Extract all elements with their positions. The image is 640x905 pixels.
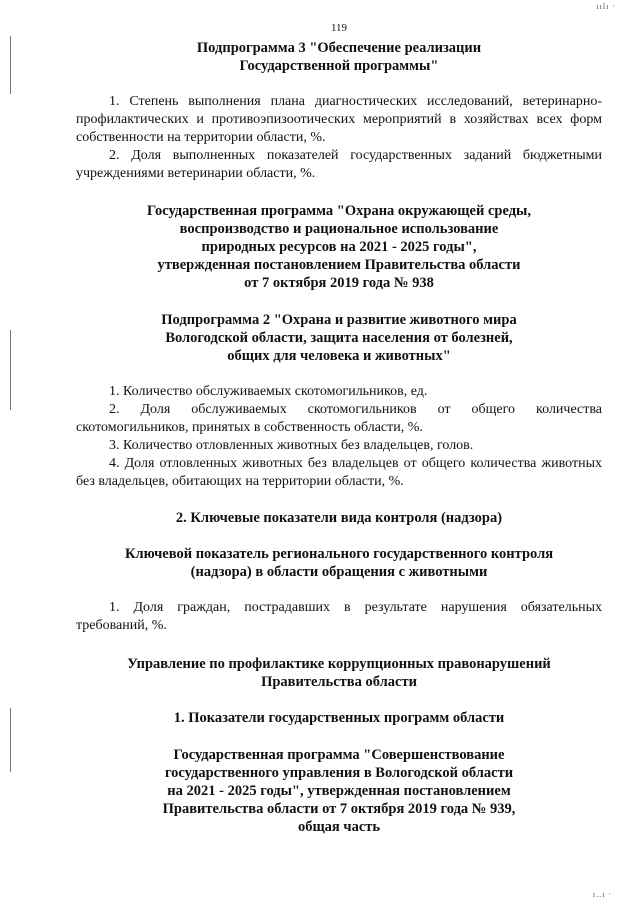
program-939-heading	[76, 746, 602, 836]
heading-line: утвержденная постановлением Правительства области	[157, 257, 521, 273]
heading-line: Ключевой показатель регионального государственного контроля	[124, 546, 554, 562]
heading-line: Государственная программа "Охрана окружающей среды,	[147, 203, 531, 219]
heading-line: общих для человека и животных"	[227, 348, 451, 364]
subprogram-3-list	[76, 93, 602, 183]
scan-edge-mark-top	[10, 36, 11, 94]
scan-edge-mark-bottom	[10, 708, 11, 772]
subprogram-2-heading	[76, 311, 602, 365]
scan-edge-mark-middle	[10, 330, 11, 410]
key-indicator-list	[76, 599, 602, 635]
list-item: 1. Количество обслуживаемых скотомогильников, ед.	[109, 384, 428, 399]
list-item: 2. Доля обслуживаемых скотомогильников от общего количества скотомогильников, принятых в собственность области, %.	[76, 402, 602, 435]
list-item: 3. Количество отловленных животных без владельцев, голов.	[109, 438, 474, 453]
heading-line: Государственная программа "Совершенствование	[173, 747, 505, 763]
heading-line: Правительства области от 7 октября 2019 года № 939,	[162, 801, 516, 817]
heading-line: Подпрограмма 2 "Охрана и развитие животного мира	[161, 312, 517, 328]
subprogram-3-heading	[76, 39, 602, 75]
program-938-heading	[76, 202, 602, 292]
list-item: 4. Доля отловленных животных без владельцев от общего количества животных без владельцев, обитающих на территории области, %.	[76, 456, 602, 489]
key-indicator-heading	[76, 545, 602, 581]
heading-line: общая часть	[297, 819, 381, 835]
control-indicators-heading	[76, 509, 602, 527]
heading-line: на 2021 - 2025 годы", утвержденная постановлением	[167, 783, 511, 799]
scan-corner-mark-top: ıılı ·	[596, 2, 616, 11]
heading-line: воспроизводство и рациональное использование	[179, 221, 499, 237]
heading-line: (надзора) в области обращения с животными	[190, 564, 488, 580]
heading-line: Управление по профилактике коррупционных правонарушений	[127, 656, 551, 672]
list-item: 1. Доля граждан, пострадавших в результате нарушения обязательных требований, %.	[76, 600, 602, 633]
heading-line: Правительства области	[261, 674, 417, 690]
heading-line: 1. Показатели государственных программ области	[173, 710, 505, 726]
page-number: 119	[330, 22, 348, 34]
subprogram-2-list	[76, 383, 602, 491]
anticorruption-department-heading	[76, 655, 602, 691]
heading-line: государственного управления в Вологодской области	[164, 765, 514, 781]
heading-line: Вологодской области, защита населения от болезней,	[165, 330, 513, 346]
heading-line: Государственной программы"	[239, 58, 439, 74]
program-indicators-heading	[76, 709, 602, 727]
heading-line: от 7 октября 2019 года № 938	[244, 275, 434, 291]
heading-line: 2. Ключевые показатели вида контроля (надзора)	[175, 510, 503, 526]
document-page	[76, 22, 602, 836]
list-item: 2. Доля выполненных показателей государственных заданий бюджетными учреждениями ветеринарии области, %.	[76, 148, 602, 181]
scan-corner-mark-bottom: ı..ı ·	[592, 890, 612, 899]
heading-line: природных ресурсов на 2021 - 2025 годы",	[201, 239, 477, 255]
heading-line: Подпрограмма 3 "Обеспечение реализации	[196, 40, 482, 56]
list-item: 1. Степень выполнения плана диагностических исследований, ветеринарно-профилактических и противоэпизоотических мероприятий в хозяйствах всех форм собственности на территории области, %.	[76, 94, 602, 145]
